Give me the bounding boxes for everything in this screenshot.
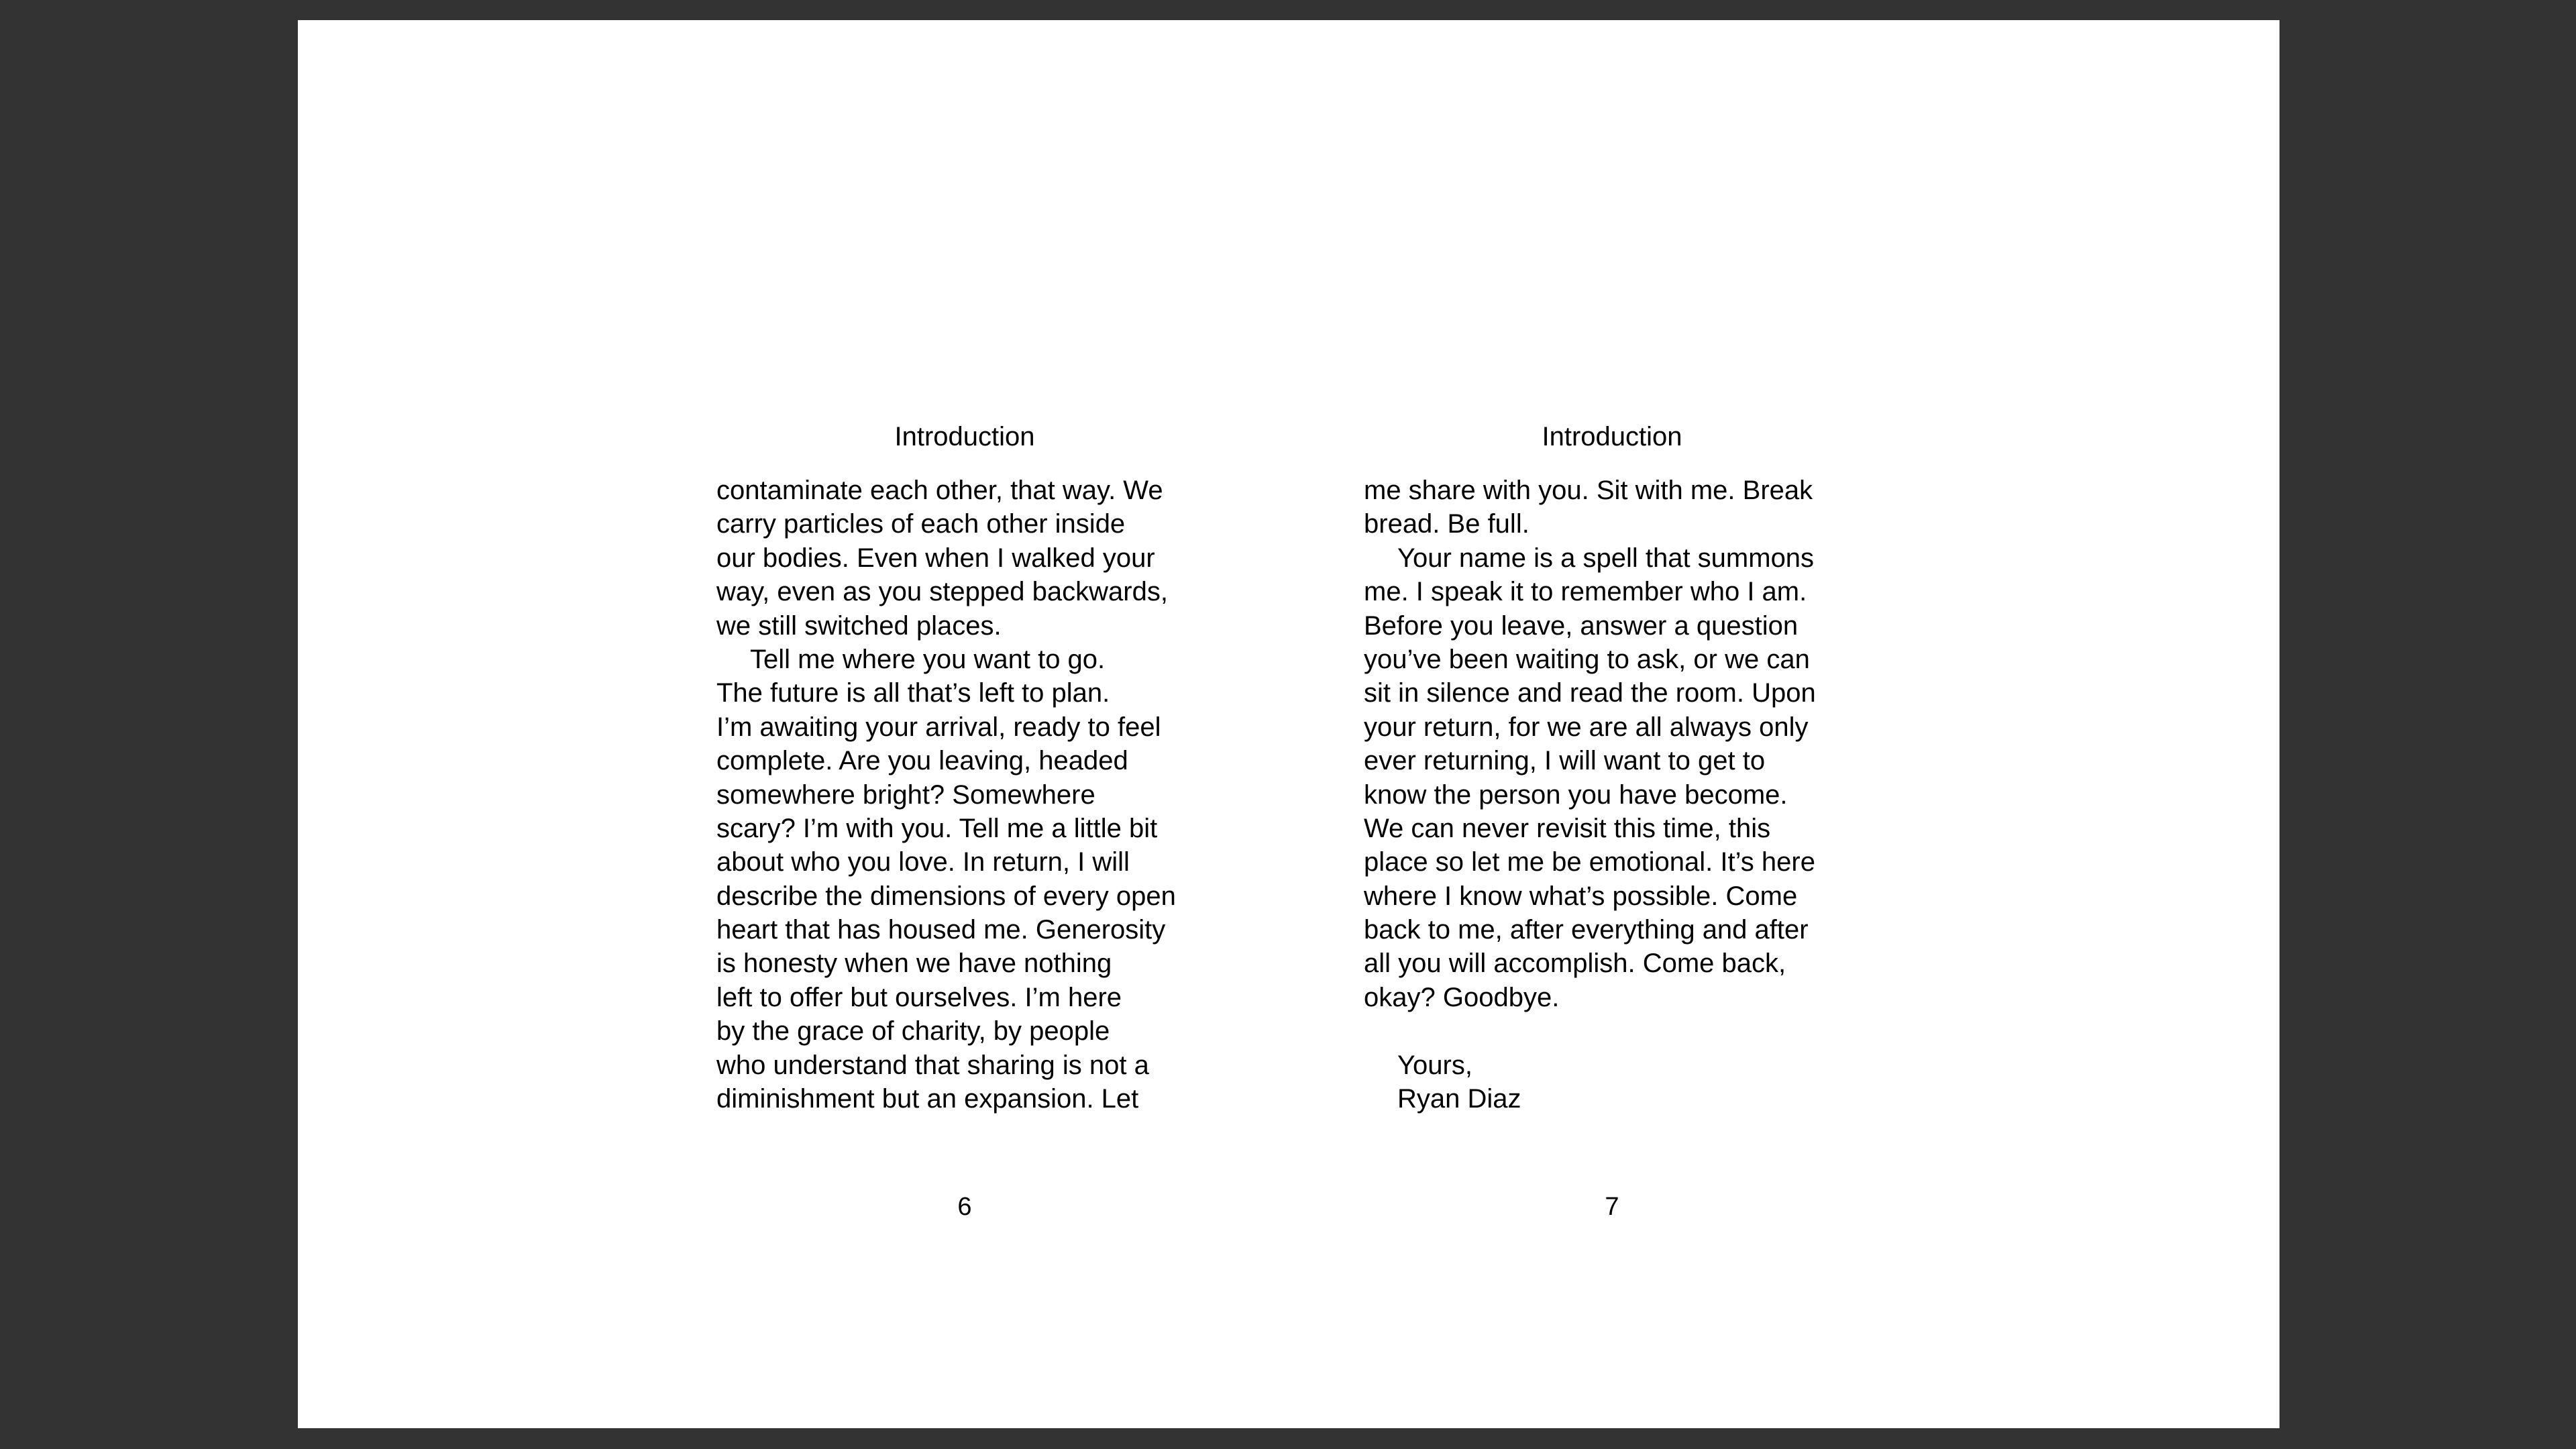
right-text-line: Your name is a spell that summons xyxy=(1397,543,1815,573)
left-text-line: describe the dimensions of every open xyxy=(716,881,1176,911)
left-text-line: somewhere bright? Somewhere xyxy=(716,780,1095,810)
left-text-line: our bodies. Even when I walked your xyxy=(716,543,1155,573)
running-head-right: Introduction xyxy=(1542,422,1682,451)
left-text-line: scary? I’m with you. Tell me a little bit xyxy=(716,813,1158,843)
left-text-line: we still switched places. xyxy=(716,610,1002,641)
left-text-line: way, even as you stepped backwards, xyxy=(716,577,1168,607)
left-text-line: is honesty when we have nothing xyxy=(716,949,1112,979)
right-text-line: sit in silence and read the room. Upon xyxy=(1364,678,1816,708)
right-text-line: me. I speak it to remember who I am. xyxy=(1364,577,1807,607)
right-page-body xyxy=(1364,474,1874,1116)
right-text-line: place so let me be emotional. It’s here xyxy=(1364,847,1815,877)
left-text-line: The future is all that’s left to plan. xyxy=(716,678,1110,708)
left-text-line: who understand that sharing is not a xyxy=(716,1050,1149,1080)
left-text-line: carry particles of each other inside xyxy=(716,509,1126,539)
running-head-left: Introduction xyxy=(894,422,1035,451)
page-number-right: 7 xyxy=(1605,1193,1619,1221)
left-text-line: heart that has housed me. Generosity xyxy=(716,915,1166,945)
right-text-line: ever returning, I will want to get to xyxy=(1364,746,1766,776)
paragraph-spacer xyxy=(1364,1014,1874,1048)
right-text-line: where I know what’s possible. Come xyxy=(1364,881,1798,911)
right-text-line: okay? Goodbye. xyxy=(1364,982,1560,1012)
left-text-line: about who you love. In return, I will xyxy=(716,847,1130,877)
right-text-line: bread. Be full. xyxy=(1364,509,1529,539)
left-text-line: Tell me where you want to go. xyxy=(750,644,1106,674)
left-text-line: diminishment but an expansion. Let xyxy=(716,1084,1139,1114)
right-text-line: We can never revisit this time, this xyxy=(1364,813,1771,843)
right-text-line: know the person you have become. xyxy=(1364,780,1788,810)
left-page-body xyxy=(716,474,1226,1116)
left-text-line: left to offer but ourselves. I’m here xyxy=(716,982,1122,1012)
left-text-line: I’m awaiting your arrival, ready to feel xyxy=(716,712,1161,742)
right-text-line: your return, for we are all always only xyxy=(1364,712,1809,742)
right-text-line: you’ve been waiting to ask, or we can xyxy=(1364,644,1810,674)
left-text-line: contaminate each other, that way. We xyxy=(716,476,1163,505)
letter-closing: Yours, xyxy=(1397,1050,1472,1080)
right-text-line: back to me, after everything and after xyxy=(1364,915,1809,945)
left-text-line: complete. Are you leaving, headed xyxy=(716,746,1128,776)
right-text-line: Before you leave, answer a question xyxy=(1364,610,1799,641)
book-spread xyxy=(298,20,2279,1428)
page-number-left: 6 xyxy=(957,1193,972,1221)
right-text-line: me share with you. Sit with me. Break xyxy=(1364,476,1813,505)
left-text-line: by the grace of charity, by people xyxy=(716,1016,1110,1046)
right-text-line: all you will accomplish. Come back, xyxy=(1364,949,1786,979)
author-signature: Ryan Diaz xyxy=(1397,1084,1521,1114)
